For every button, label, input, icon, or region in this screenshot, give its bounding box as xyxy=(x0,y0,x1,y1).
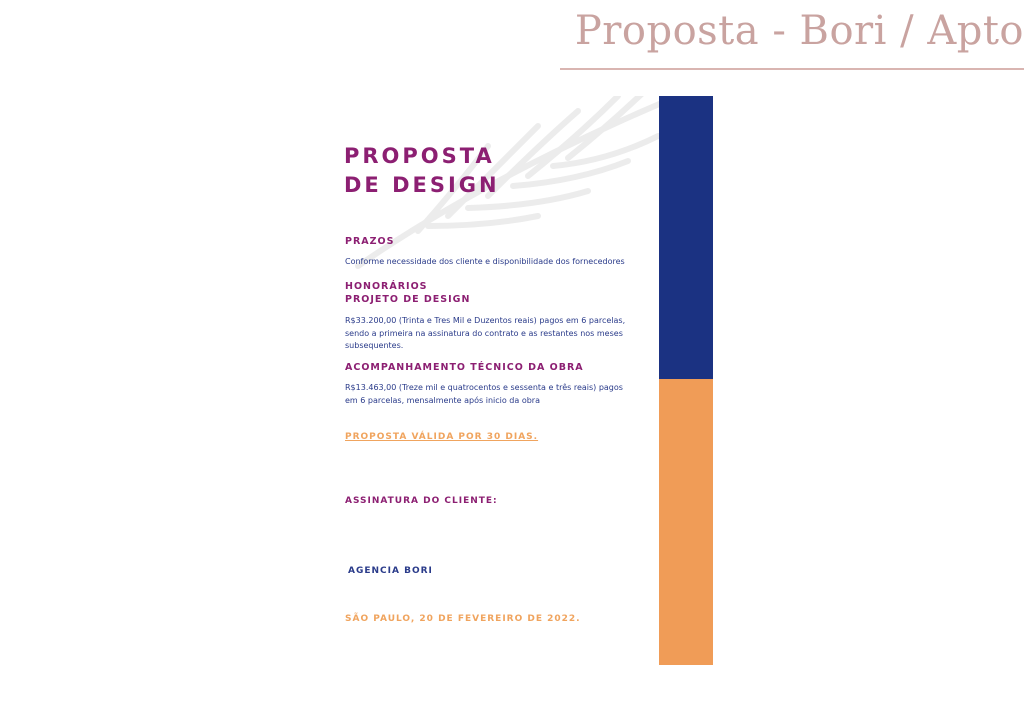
prazos-heading: PRAZOS xyxy=(345,236,395,247)
title-underline xyxy=(560,68,1024,70)
orange-accent-bar xyxy=(659,379,713,665)
honorarios-text: R$33.200,00 (Trinta e Tres Mil e Duzentos reais) pagos em 6 parcelas, sendo a primeira na assinatura do contrato e as restantes nos meses subsequentes. xyxy=(345,316,626,350)
document-title-line2: DE DESIGN xyxy=(344,173,500,197)
document-title xyxy=(344,142,500,200)
proposal-document xyxy=(318,96,659,665)
document-date: SÃO PAULO, 20 DE FEVEREIRO DE 2022. xyxy=(345,614,581,624)
prazos-text: Conforme necessidade dos cliente e disponibilidade dos fornecedores xyxy=(345,257,625,266)
agency-name: AGENCIA BORI xyxy=(348,566,433,576)
honorarios-heading-line2: PROJETO DE DESIGN xyxy=(345,294,471,305)
validity-note: PROPOSTA VÁLIDA POR 30 DIAS. xyxy=(345,432,539,442)
slide-title: Proposta - Bori / Apto xyxy=(574,8,1024,54)
blue-accent-bar xyxy=(659,96,713,379)
acompanhamento-heading: ACOMPANHAMENTO TÉCNICO DA OBRA xyxy=(345,362,584,373)
document-title-line1: PROPOSTA xyxy=(344,144,495,168)
honorarios-heading-line1: HONORÁRIOS xyxy=(345,281,428,292)
acompanhamento-text: R$13.463,00 (Treze mil e quatrocentos e sessenta e três reais) pagos em 6 parcelas, mensalmente após inicio da obra xyxy=(345,383,623,405)
client-signature-label: ASSINATURA DO CLIENTE: xyxy=(345,496,498,506)
